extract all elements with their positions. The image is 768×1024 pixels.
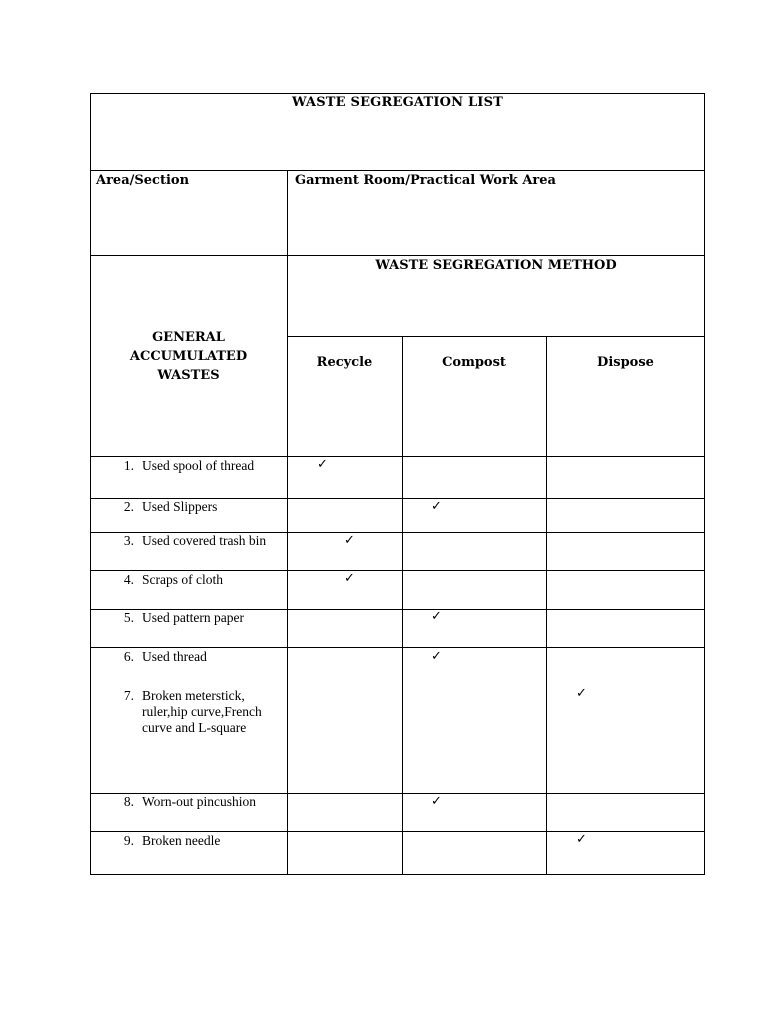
- checkmark-icon: ✓: [431, 649, 442, 664]
- divider: [287, 336, 705, 337]
- table-border: [90, 93, 705, 875]
- divider: [90, 570, 705, 571]
- checkmark-icon: ✓: [344, 533, 355, 548]
- document-title: WASTE SEGREGATION LIST: [291, 95, 504, 110]
- checkmark-icon: ✓: [317, 457, 328, 472]
- waste-item: Broken meterstick, ruler,hip curve,French curve and L-square: [142, 688, 262, 735]
- divider: [90, 647, 705, 648]
- column-header-compost: Compost: [442, 355, 506, 370]
- waste-item: Used pattern paper: [142, 610, 244, 625]
- area-value: Garment Room/Practical Work Area: [295, 173, 556, 188]
- waste-segregation-table: [90, 93, 705, 875]
- waste-item: Used spool of thread: [142, 458, 255, 473]
- divider: [287, 170, 288, 875]
- column-header-recycle: Recycle: [316, 355, 373, 370]
- row-number: 1.: [123, 458, 134, 473]
- checkmark-icon: ✓: [431, 794, 442, 809]
- row-number: 9.: [123, 833, 134, 848]
- waste-item: Used covered trash bin: [142, 533, 267, 548]
- waste-item: Worn-out pincushion: [142, 794, 257, 809]
- general-wastes-heading: [90, 328, 287, 385]
- checkmark-icon: ✓: [431, 499, 442, 514]
- divider: [90, 831, 705, 832]
- checkmark-icon: ✓: [344, 571, 355, 586]
- waste-item: Broken needle: [142, 833, 221, 848]
- row-number: 2.: [123, 499, 134, 514]
- row-number: 5.: [123, 610, 134, 625]
- area-label: Area/Section: [96, 173, 190, 188]
- method-heading: WASTE SEGREGATION METHOD: [375, 258, 617, 273]
- row-number: 8.: [123, 794, 134, 809]
- row-number: 3.: [123, 533, 134, 548]
- divider: [90, 255, 705, 256]
- checkmark-icon: ✓: [576, 832, 587, 847]
- divider: [90, 456, 705, 457]
- checkmark-icon: ✓: [431, 609, 442, 624]
- divider: [546, 336, 547, 875]
- row-number: 4.: [123, 572, 134, 587]
- general-heading-line: ACCUMULATED: [129, 349, 248, 364]
- row-number: 6.: [123, 649, 134, 664]
- checkmark-icon: ✓: [576, 686, 587, 701]
- column-header-dispose: Dispose: [597, 355, 654, 370]
- waste-item: Used Slippers: [142, 499, 218, 514]
- row-number: 7.: [123, 688, 134, 703]
- waste-item: Scraps of cloth: [142, 572, 223, 587]
- general-heading-line: GENERAL: [152, 330, 225, 345]
- general-heading-line: WASTES: [157, 368, 220, 383]
- waste-item: Used thread: [142, 649, 207, 664]
- divider: [402, 336, 403, 875]
- divider: [90, 170, 705, 171]
